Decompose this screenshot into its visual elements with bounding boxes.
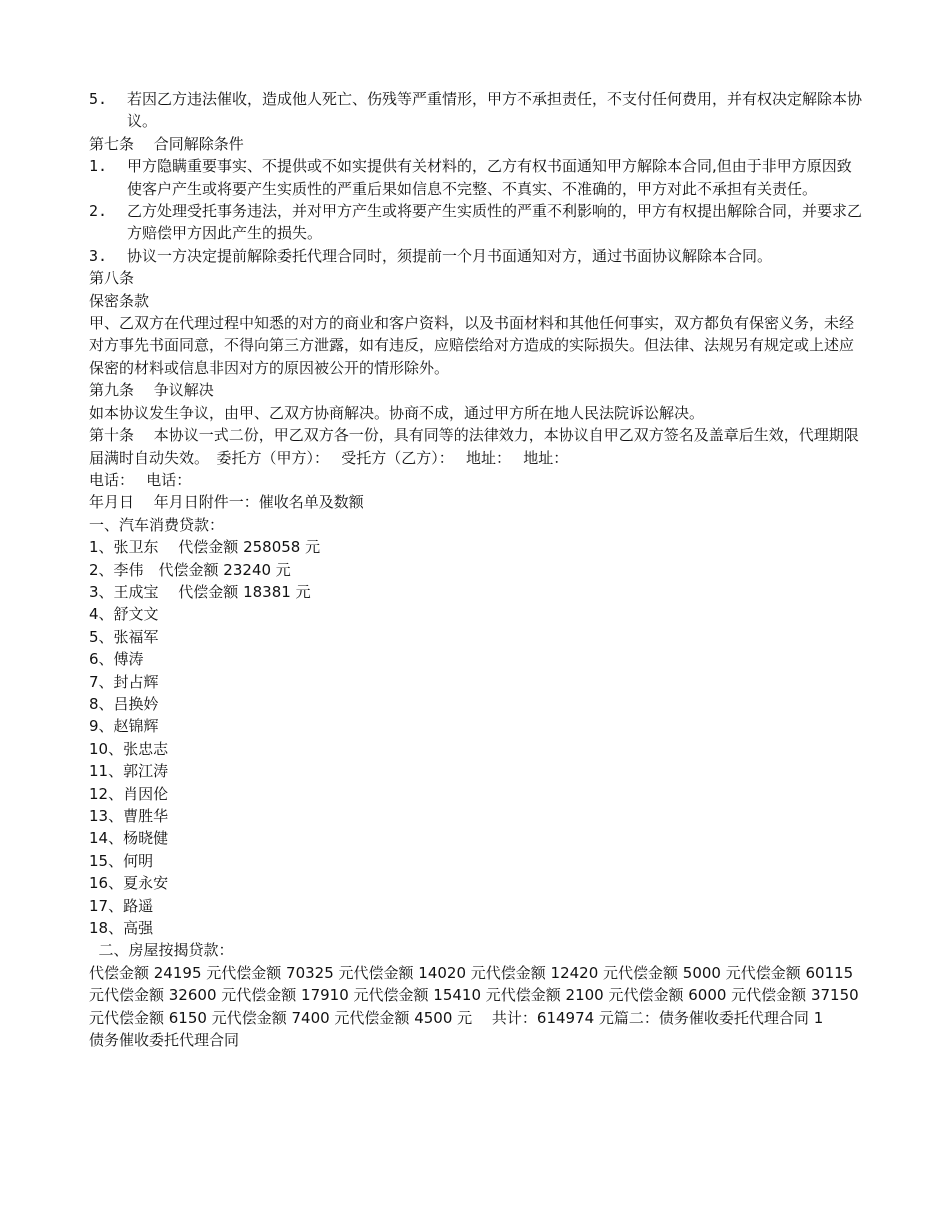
article8-title: 保密条款 (89, 291, 150, 310)
list-item: 4、舒文文 (89, 605, 159, 624)
item-number: 1. (89, 157, 108, 176)
article9-text: 如本协议发生争议，由甲、乙双方协商解决。协商不成，通过甲方所在地人民法院诉讼解决。 (89, 403, 705, 422)
article8-text: 甲、乙双方在代理过程中知悉的对方的商业和客户资料，以及书面材料和其他任何事实，双方都负有保密义务，未经对方事先书面同意，不得向第三方泄露，如有违反，应赔偿给对方造成的实际损失。但法律、法规另有规定或上述应保密的材料或信息非因对方的原因被公开的情形除外。 (89, 314, 855, 377)
list-item: 15、何明 (89, 851, 154, 870)
mortgage-section-title: 二、房屋按揭贷款： (89, 941, 234, 960)
article7-item3 (89, 245, 865, 267)
article9-heading: 第九条 争议解决 (89, 381, 214, 400)
car-loan-section-title: 一、汽车消费贷款： (89, 515, 225, 534)
item-text: 若因乙方违法催收，造成他人死亡、伤残等严重情形，甲方不承担责任，不支付任何费用，并有权决定解除本协议。 (127, 90, 863, 131)
mortgage-amounts-text: 代偿金额 24195 元代偿金额 70325 元代偿金额 14020 元代偿金额 12420 元代偿金额 5000 元代偿金额 60115 元代偿金额 32600 元代偿金额 17910 元代偿金额 15410 元代偿金额 2100 元代偿金额 6000 元代偿金额 37150 元代偿金额 6150 元代偿金额 7400 元代偿金额 4500 元 共计：614974 元篇二：债务催收委托代理合同 1 (89, 963, 859, 1027)
list-item: 12、肖因伦 (89, 784, 169, 803)
article7-item2 (89, 200, 865, 245)
list-item: 6、傅涛 (89, 650, 144, 669)
list-item: 1、张卫东 代偿金额 258058 元 (89, 538, 321, 557)
article6-item5 (89, 88, 865, 133)
list-item: 14、杨晓健 (89, 829, 169, 848)
car-loan-list (89, 536, 865, 939)
document-page (89, 88, 865, 1051)
list-item: 2、李伟 代偿金额 23240 元 (89, 560, 291, 579)
date-line: 年月日 年月日附件一：催收名单及数额 (89, 493, 364, 512)
list-item: 5、张福军 (89, 627, 159, 646)
list-item: 8、吕换妗 (89, 694, 159, 713)
item-text: 协议一方决定提前解除委托代理合同时，须提前一个月书面通知对方，通过书面协议解除本合同。 (127, 246, 773, 265)
list-item: 9、赵锦辉 (89, 717, 159, 736)
list-item: 16、夏永安 (89, 874, 169, 893)
article8-heading: 第八条 (89, 269, 135, 288)
item-number: 3. (89, 246, 108, 265)
contract-title: 债务催收委托代理合同 (89, 1031, 240, 1050)
item-text: 乙方处理受托事务违法，并对甲方产生或将要产生实质性的严重不利影响的，甲方有权提出解除合同，并要求乙方赔偿甲方因此产生的损失。 (127, 202, 863, 243)
list-item: 10、张忠志 (89, 739, 169, 758)
list-item: 7、封占辉 (89, 672, 159, 691)
list-item: 17、路遥 (89, 896, 154, 915)
list-item: 3、王成宝 代偿金额 18381 元 (89, 582, 311, 601)
article10-text: 第十条 本协议一式二份，甲乙双方各一份，具有同等的法律效力，本协议自甲乙双方签名及盖章后生效，代理期限届满时自动失效。 委托方（甲方）： 受托方（乙方）： 地址： 地址： (89, 426, 859, 467)
article7-item1 (89, 155, 865, 200)
list-item: 11、郭江涛 (89, 762, 169, 781)
item-number: 2. (89, 202, 108, 221)
article7-heading: 第七条 合同解除条件 (89, 134, 244, 153)
phone-line: 电话： 电话： (89, 470, 192, 489)
list-item: 13、曹胜华 (89, 807, 169, 825)
item-text: 甲方隐瞒重要事实、不提供或不如实提供有关材料的，乙方有权书面通知甲方解除本合同,但由于非甲方原因致使客户产生或将要产生实质性的严重后果如信息不完整、不真实、不准确的，甲方对此不承担有关责任。 (127, 157, 852, 198)
list-item: 18、高强 (89, 919, 154, 938)
item-number: 5. (89, 90, 108, 108)
